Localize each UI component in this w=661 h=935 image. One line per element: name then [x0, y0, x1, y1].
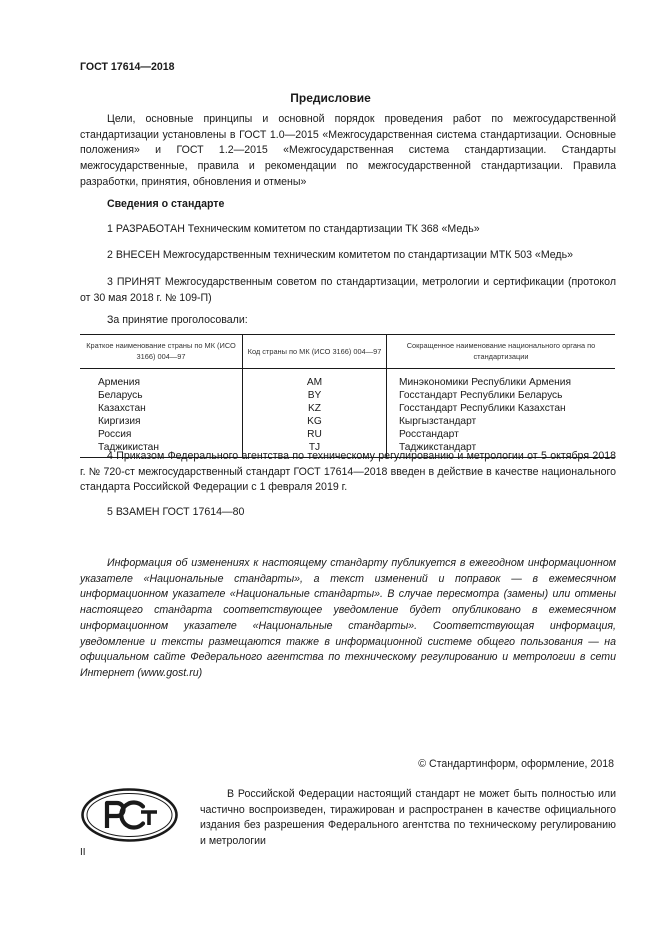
- table-row: [80, 369, 615, 390]
- table-row: [80, 402, 615, 415]
- table-cell-country: Казахстан: [98, 403, 146, 414]
- table-cell-country: Армения: [98, 377, 140, 388]
- table-row: [80, 428, 615, 441]
- rst-certification-mark-icon: [80, 787, 179, 843]
- intro-paragraph: Цели, основные принципы и основной порядок проведения работ по межгосударственной стандартизации установлены в ГОСТ 1.0—2015 «Межгосударственная система стандартизации. Основные положения» и ГОСТ 1.2—2015 «Межгосударственная система стандартизации. Стандарты межгосударственные, правила и рекомендации по межгосударственной стандартизации. Правила разработки, принятия, обновления и отмены»: [80, 113, 616, 188]
- table-row: [80, 389, 615, 402]
- item-3-adopted: 3 ПРИНЯТ Межгосударственным советом по стандартизации, метрологии и сертификации (протокол от 30 мая 2018 г. № 109-П): [80, 276, 616, 304]
- table-header-body: Сокращенное наименование национального органа по стандартизации: [387, 335, 616, 369]
- section-title: Сведения о стандарте: [107, 198, 225, 210]
- table-cell-body: Госстандарт Республики Беларусь: [387, 389, 616, 402]
- item-4-order: 4 Приказом Федерального агентства по техническому регулированию и метрологии от 5 октября 2018 г. № 720-ст межгосударственный стандарт ГОСТ 17614—2018 введен в действие в качестве национального стандарта Российской Федерации с 1 февраля 2019 г.: [80, 450, 616, 494]
- table-cell-code: TJ: [243, 441, 387, 458]
- table-cell-body: Минэкономики Республики Армения: [387, 369, 616, 390]
- page-title: Предисловие: [290, 91, 371, 105]
- voted-label: За принятие проголосовали:: [107, 314, 248, 326]
- table-cell-country: Таджикистан: [80, 441, 243, 458]
- table-cell-code: KZ: [243, 402, 387, 415]
- table-header-code: Код страны по МК (ИСО 3166) 004—97: [243, 335, 387, 369]
- table-cell-code: AM: [243, 369, 387, 390]
- table-cell-body: Кыргызстандарт: [387, 415, 616, 428]
- table-cell-code: RU: [243, 428, 387, 441]
- page-number: II: [80, 847, 86, 858]
- table-cell-code: BY: [243, 389, 387, 402]
- table-cell-country: Киргизия: [98, 416, 141, 427]
- table-cell-body: Таджикстандарт: [387, 441, 616, 458]
- item-5-replaces: 5 ВЗАМЕН ГОСТ 17614—80: [107, 506, 245, 518]
- item-2-submitted: 2 ВНЕСЕН Межгосударственным техническим комитетом по стандартизации МТК 503 «Медь»: [107, 249, 574, 261]
- item-1-developed: 1 РАЗРАБОТАН Техническим комитетом по стандартизации ТК 368 «Медь»: [107, 223, 480, 235]
- copyright-line: © Стандартинформ, оформление, 2018: [418, 758, 614, 770]
- table-cell-country: Беларусь: [98, 390, 143, 401]
- changes-information-note: Информация об изменениях к настоящему стандарту публикуется в ежегодном информационном указателе «Национальные стандарты», а текст изменений и поправок — в ежемесячном информационном указателе «Национальные стандарты». В случае пересмотра (замены) или отмены настоящего стандарта соответствующее уведомление будет опубликовано в ежемесячном информационном указателе «Национальные стандарты». Соответствующая информация, уведомление и тексты размещаются также в информационной системе общего пользования — на официальном сайте Федерального агентства по техническому регулированию и метрологии в сети Интернет (www.gost.ru): [80, 557, 616, 679]
- document-header-code: ГОСТ 17614—2018: [80, 61, 175, 73]
- table-header-country: Краткое наименование страны по МК (ИСО 3166) 004—97: [80, 335, 243, 369]
- reproduction-notice: В Российской Федерации настоящий стандарт не может быть полностью или частично воспроизведен, тиражирован и распространен в качестве официального издания без разрешения Федерального агентства по техническому регулированию и метрологии: [200, 788, 616, 848]
- table-row: [80, 415, 615, 428]
- table-header-row: [80, 335, 615, 369]
- voting-table: [80, 334, 615, 458]
- table-cell-body: Росстандарт: [387, 428, 616, 441]
- table-cell-country: Россия: [98, 429, 132, 440]
- table-cell-code: KG: [243, 415, 387, 428]
- table-cell-body: Госстандарт Республики Казахстан: [387, 402, 616, 415]
